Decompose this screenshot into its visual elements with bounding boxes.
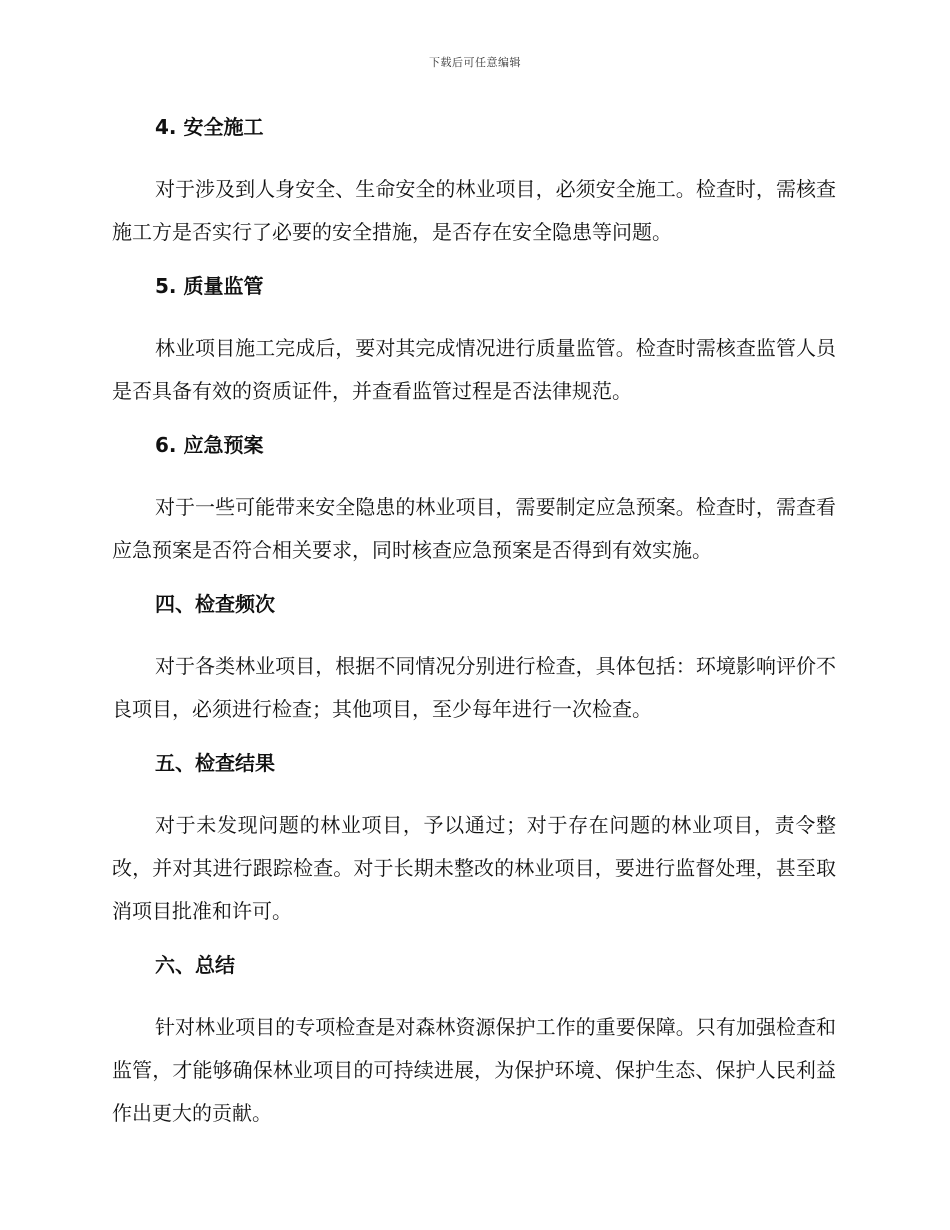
document-body [112, 112, 836, 1135]
section-paragraph: 对于未发现问题的林业项目，予以通过；对于存在问题的林业项目，责令整改，并对其进行跟踪检查。对于长期未整改的林业项目，要进行监督处理，甚至取消项目批准和许可。 [112, 813, 836, 923]
section-heading: 六、总结 [155, 953, 235, 977]
section-inspection-frequency [112, 589, 836, 748]
section-paragraph: 对于各类林业项目，根据不同情况分别进行检查，具体包括：环境影响评价不良项目，必须进行检查；其他项目，至少每年进行一次检查。 [112, 654, 836, 721]
section-paragraph: 林业项目施工完成后，要对其完成情况进行质量监管。检查时需核查监管人员是否具备有效的资质证件，并查看监管过程是否法律规范。 [112, 336, 836, 403]
section-heading: 五、检查结果 [155, 751, 275, 775]
section-heading: 6. 应急预案 [155, 433, 264, 457]
section-quality-supervision [112, 271, 836, 430]
section-heading: 5. 质量监管 [155, 274, 264, 298]
section-paragraph: 针对林业项目的专项检查是对森林资源保护工作的重要保障。只有加强检查和监管，才能够确保林业项目的可持续进展，为保护环境、保护生态、保护人民利益作出更大的贡献。 [112, 1015, 836, 1125]
section-paragraph: 对于涉及到人身安全、生命安全的林业项目，必须安全施工。检查时，需核查施工方是否实行了必要的安全措施，是否存在安全隐患等问题。 [112, 177, 836, 244]
section-safety-construction [112, 112, 836, 271]
section-summary [112, 950, 836, 1135]
section-heading: 4. 安全施工 [155, 115, 264, 139]
section-inspection-results [112, 748, 836, 950]
section-heading: 四、检查频次 [155, 592, 275, 616]
section-paragraph: 对于一些可能带来安全隐患的林业项目，需要制定应急预案。检查时，需查看应急预案是否符合相关要求，同时核查应急预案是否得到有效实施。 [112, 495, 836, 562]
page-header: 下载后可任意编辑 [429, 56, 521, 69]
section-emergency-plan [112, 430, 836, 589]
